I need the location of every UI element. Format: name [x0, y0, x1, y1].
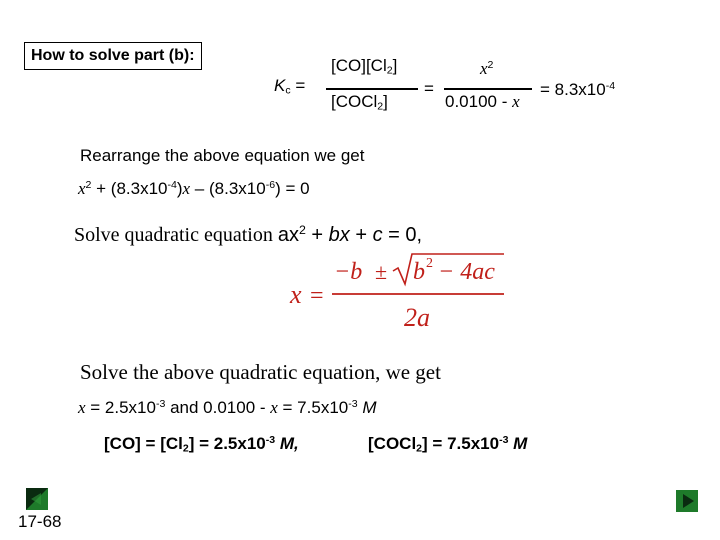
frac1-bar	[326, 88, 418, 90]
formula-b: b	[413, 259, 425, 285]
formula-denominator: 2a	[404, 303, 430, 332]
formula-minus-b: −b	[334, 259, 363, 285]
formula-b-exp: 2	[426, 256, 433, 271]
solve-quadratic-line: Solve quadratic equation $ax^2$ + bx + c = 0,	[74, 223, 423, 246]
section-heading-box	[24, 42, 202, 70]
frac2-numerator: $x^2$	[480, 59, 494, 78]
quadratic-equation: $x^2 + (8.3x10^{-4})x - (8.3x10^{-6}) = 0$	[78, 179, 310, 198]
section-heading: How to solve part (b):	[31, 47, 195, 64]
final-co-cl2: $[CO] = [Cl_2] = 2.5x10^{-3}$ M,	[104, 434, 299, 455]
formula-4ac: − 4ac	[438, 259, 495, 285]
equals-sign: =	[424, 79, 434, 98]
formula-pm: ±	[375, 259, 388, 284]
frac1-denominator: [COCl$_2$]	[331, 92, 388, 113]
formula-x: x	[290, 280, 302, 309]
back-arrow-icon[interactable]	[26, 488, 48, 510]
forward-arrow-icon[interactable]	[676, 490, 698, 512]
frac2-bar	[444, 88, 532, 90]
formula-equals: =	[310, 283, 324, 309]
kc-value: = $8.3x10^{-4}$	[540, 80, 616, 99]
quadratic-formula	[286, 246, 516, 332]
kc-label: $K_c$ =	[274, 76, 306, 97]
frac2-denominator: 0.0100 - x	[445, 92, 520, 111]
slide-number: 17-68	[18, 512, 62, 531]
final-cocl2: [COCl$_2$] = $7.5x10^{-3}$ M	[368, 434, 528, 455]
rearrange-text: Rearrange the above equation we get	[80, 146, 365, 165]
solve-above-text: Solve the above quadratic equation, we get	[80, 360, 441, 384]
frac1-numerator: $[CO][Cl_2]$	[331, 56, 398, 77]
result-line: $x = 2.5x10^{-3}$ and $0.0100 - x = 7.5x10^{-3}$ M	[78, 398, 377, 417]
